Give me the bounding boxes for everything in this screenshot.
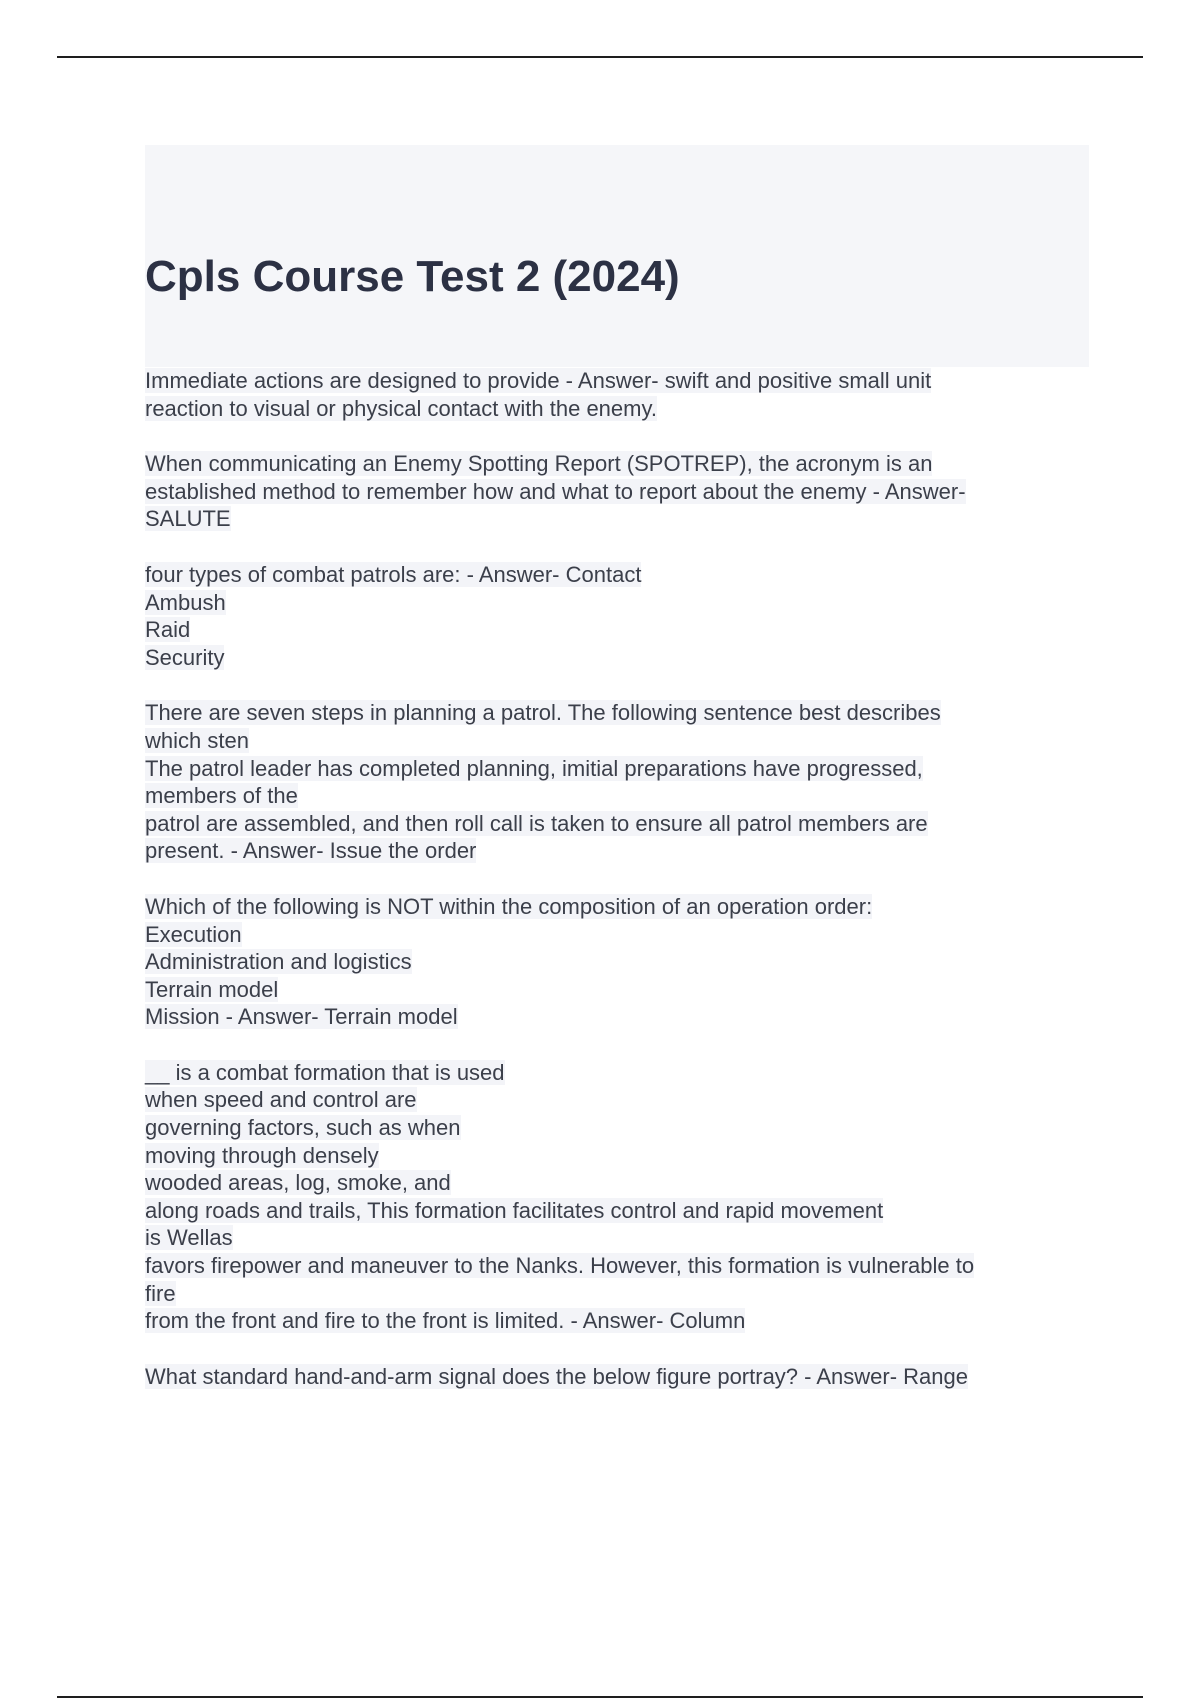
document-title: Cpls Course Test 2 (2024) xyxy=(145,252,680,301)
text-line: from the front and fire to the front is limited. - Answer- Column xyxy=(145,1308,746,1334)
title-block xyxy=(145,145,1089,367)
text-line: fire xyxy=(145,1280,176,1306)
text-line: reaction to visual or physical contact with the enemy. xyxy=(145,395,657,421)
text-line: Immediate actions are designed to provide - Answer- swift and positive small unit xyxy=(145,368,932,393)
text-line: governing factors, such as when xyxy=(145,1115,461,1141)
text-line: Which of the following is NOT within the composition of an operation order: xyxy=(145,893,873,919)
text-line: The patrol leader has completed planning, imitial preparations have progressed, xyxy=(145,755,923,781)
qa-item-6 xyxy=(145,1059,1075,1335)
text-line: which sten xyxy=(145,727,249,753)
text-line: patrol are assembled, and then roll call is taken to ensure all patrol members are xyxy=(145,810,928,836)
text-line: Execution xyxy=(145,921,242,947)
text-line: established method to remember how and what to report about the enemy - Answer- xyxy=(145,478,966,504)
text-line: Ambush xyxy=(145,589,226,615)
text-line: Terrain model xyxy=(145,976,279,1002)
text-line: present. - Answer- Issue the order xyxy=(145,838,477,864)
text-line: What standard hand-and-arm signal does the below figure portray? - Answer- Range xyxy=(145,1363,969,1389)
text-line: along roads and trails, This formation facilitates control and rapid movement xyxy=(145,1197,884,1223)
top-rule xyxy=(57,56,1143,58)
text-line: moving through densely xyxy=(145,1142,379,1168)
qa-item-2 xyxy=(145,450,1075,533)
qa-item-3 xyxy=(145,561,1075,671)
bottom-rule xyxy=(57,1696,1143,1698)
qa-item-4 xyxy=(145,699,1075,865)
text-line: Raid xyxy=(145,617,191,643)
qa-item-5 xyxy=(145,893,1075,1031)
text-line: members of the xyxy=(145,783,298,809)
qa-item-7 xyxy=(145,1363,1075,1391)
text-line: Security xyxy=(145,644,225,670)
text-line: When communicating an Enemy Spotting Report (SPOTREP), the acronym is an xyxy=(145,451,933,477)
qa-item-1 xyxy=(145,367,1075,422)
text-line: Administration and logistics xyxy=(145,949,412,975)
text-line: There are seven steps in planning a patrol. The following sentence best describes xyxy=(145,700,941,726)
text-line: favors firepower and maneuver to the Nanks. However, this formation is vulnerable to xyxy=(145,1253,975,1279)
text-line: when speed and control are xyxy=(145,1087,417,1113)
text-line: SALUTE xyxy=(145,506,231,532)
text-line: is Wellas xyxy=(145,1225,233,1251)
text-line: Mission - Answer- Terrain model xyxy=(145,1004,458,1030)
qa-list xyxy=(145,367,1075,1418)
text-line: wooded areas, log, smoke, and xyxy=(145,1170,451,1196)
text-line: __ is a combat formation that is used xyxy=(145,1059,505,1085)
text-line: four types of combat patrols are: - Answer- Contact xyxy=(145,561,642,587)
